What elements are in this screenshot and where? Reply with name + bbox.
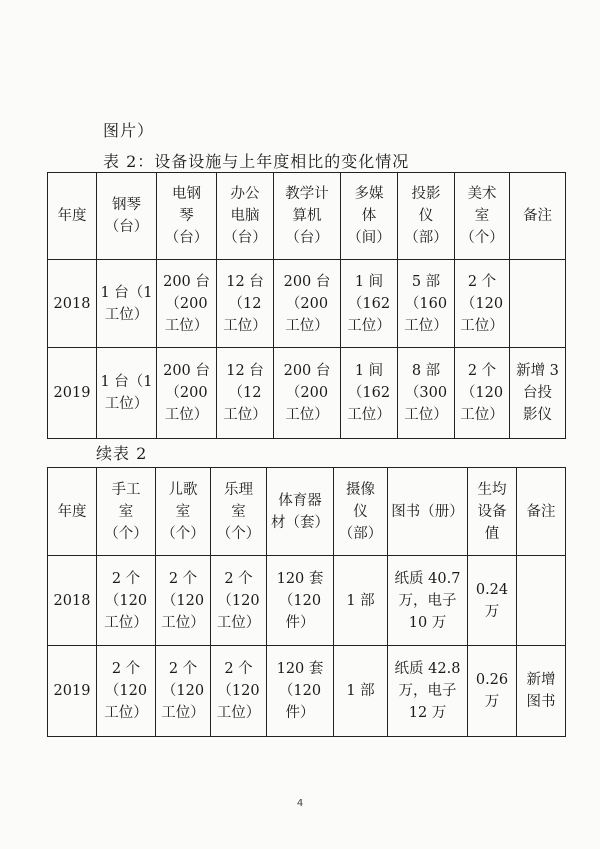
header-equipment-per-student: 生均 设备 值 [477,481,507,542]
table-cell [267,646,334,737]
cell-remarks: 新增 3 台投 影仪 [516,363,559,423]
table-cell [48,646,97,737]
header-cell [97,173,157,260]
table-cell [334,556,388,646]
table-cell [211,556,267,646]
cell-value: 8 部 （300 工位） [404,363,448,423]
cell-value: 5 部 （160 工位） [404,273,448,334]
header-cell [388,468,468,556]
header-office-computer: 办公 电脑 （台） [223,186,267,246]
header-sports-equipment: 体育器 材（套） [271,492,329,531]
cell-remarks: 新增 图书 [526,672,556,710]
table-cell [388,556,468,646]
cell-value: 1 间 （162 工位） [347,363,391,423]
header-cell [334,468,388,556]
header-remarks: 备注 [526,503,556,520]
table-cell [157,260,217,348]
header-cell [274,173,341,260]
cell-value: 12 台 （12 工位） [223,273,267,334]
cell-year: 2019 [53,385,91,401]
header-multimedia: 多媒 体 （间） [347,186,391,246]
table-cell [517,556,566,646]
cell-value: 1 台（1 工位） [100,284,153,323]
header-cell [48,173,97,260]
table-cell [341,348,398,439]
header-teaching-computer: 教学计 算机 （台） [285,186,329,246]
cell-value: 2 个 （120 工位） [460,273,504,334]
table-cell [156,556,211,646]
table-cell [398,260,455,348]
cell-value: 纸质 42.8 万，电子 12 万 [394,661,461,721]
cell-value: 1 部 [346,683,375,699]
header-remarks: 备注 [523,208,552,224]
table-row [48,556,566,646]
table-cell [48,260,97,348]
header-cell [211,468,267,556]
table-cell [517,646,566,737]
header-cell [341,173,398,260]
cell-value: 200 台 （200 工位） [163,273,210,334]
header-cell [517,468,566,556]
cell-value: 120 套 （120 件） [276,570,324,631]
table-cell [97,348,157,439]
table-cell [398,348,455,439]
header-art-room: 美术 室 （个） [460,186,504,246]
table-cell [217,260,274,348]
header-piano: 钢琴 （台） [104,197,149,235]
cell-value: 2 个 （120 工位） [460,363,504,423]
table2-caption: 续表 2 [96,444,148,463]
table-row [48,646,566,737]
header-projector: 投影 仪 （部） [404,186,448,246]
table-row [48,348,566,439]
table-cell [48,556,97,646]
table-cell [274,260,341,348]
header-electric-piano: 电钢 琴 （台） [164,186,209,246]
header-cell [156,468,211,556]
table-cell [97,556,156,646]
table-cell [334,646,388,737]
cell-value: 0.24 万 [475,581,509,620]
cell-year: 2019 [53,683,91,699]
table1-caption: 表 2：设备设施与上年度相比的变化情况 [103,152,410,171]
cell-value: 200 台 （200 工位） [283,363,331,423]
cell-value: 2 个 （120 工位） [104,570,148,631]
cell-value: 200 台 （200 工位） [283,273,331,334]
header-camera: 摄像 仪 （部） [338,481,383,542]
table-cell [510,348,566,439]
table-cell [455,348,510,439]
cell-year: 2018 [53,592,91,609]
equipment-table [47,172,566,439]
cell-value: 2 个 （120 工位） [216,570,261,631]
table-cell [156,646,211,737]
header-cell [267,468,334,556]
header-year: 年度 [57,503,87,520]
table-cell [48,348,97,439]
header-music-theory-room: 乐理 室 （个） [216,481,261,542]
header-cell [510,173,566,260]
table-cell [455,260,510,348]
table-cell [468,556,517,646]
table-cell [267,556,334,646]
table-cell [97,260,157,348]
cell-value: 1 台（1 工位） [100,374,153,412]
table-cell [157,348,217,439]
header-song-room: 儿歌 室 （个） [161,481,205,542]
header-cell [468,468,517,556]
table-cell [468,646,517,737]
table-cell [211,646,267,737]
cell-value: 1 间 （162 工位） [347,273,391,334]
header-cell [398,173,455,260]
page-number: 4 [296,798,304,809]
table-header-row [48,468,566,556]
table-cell [510,260,566,348]
header-cell [157,173,217,260]
cell-value: 2 个 （120 工位） [216,661,261,721]
table-cell [217,348,274,439]
table-cell [274,348,341,439]
table-header-row [48,173,566,260]
header-books: 图书（册） [391,503,464,520]
cell-value: 2 个 （120 工位） [104,661,148,721]
cell-value: 1 部 [346,592,375,609]
table-row [48,260,566,348]
header-year: 年度 [57,208,87,224]
cell-value: 2 个 （120 工位） [161,661,205,721]
cell-value: 2 个 （120 工位） [161,570,205,631]
cell-value: 120 套 （120 件） [276,661,324,721]
cell-value: 纸质 40.7 万，电子 10 万 [394,570,461,631]
cell-value: 12 台 （12 工位） [223,363,267,423]
cell-year: 2018 [53,295,91,312]
table-cell [341,260,398,348]
cell-value: 200 台 （200 工位） [163,363,210,423]
header-cell [97,468,156,556]
intro-text: 图片） [103,121,155,140]
table-cell [97,646,156,737]
header-cell [48,468,97,556]
equipment-table-continued [47,467,566,737]
header-handcraft-room: 手工 室 （个） [104,481,148,542]
header-cell [217,173,274,260]
header-cell [455,173,510,260]
table-cell [388,646,468,737]
cell-value: 0.26 万 [475,672,509,710]
